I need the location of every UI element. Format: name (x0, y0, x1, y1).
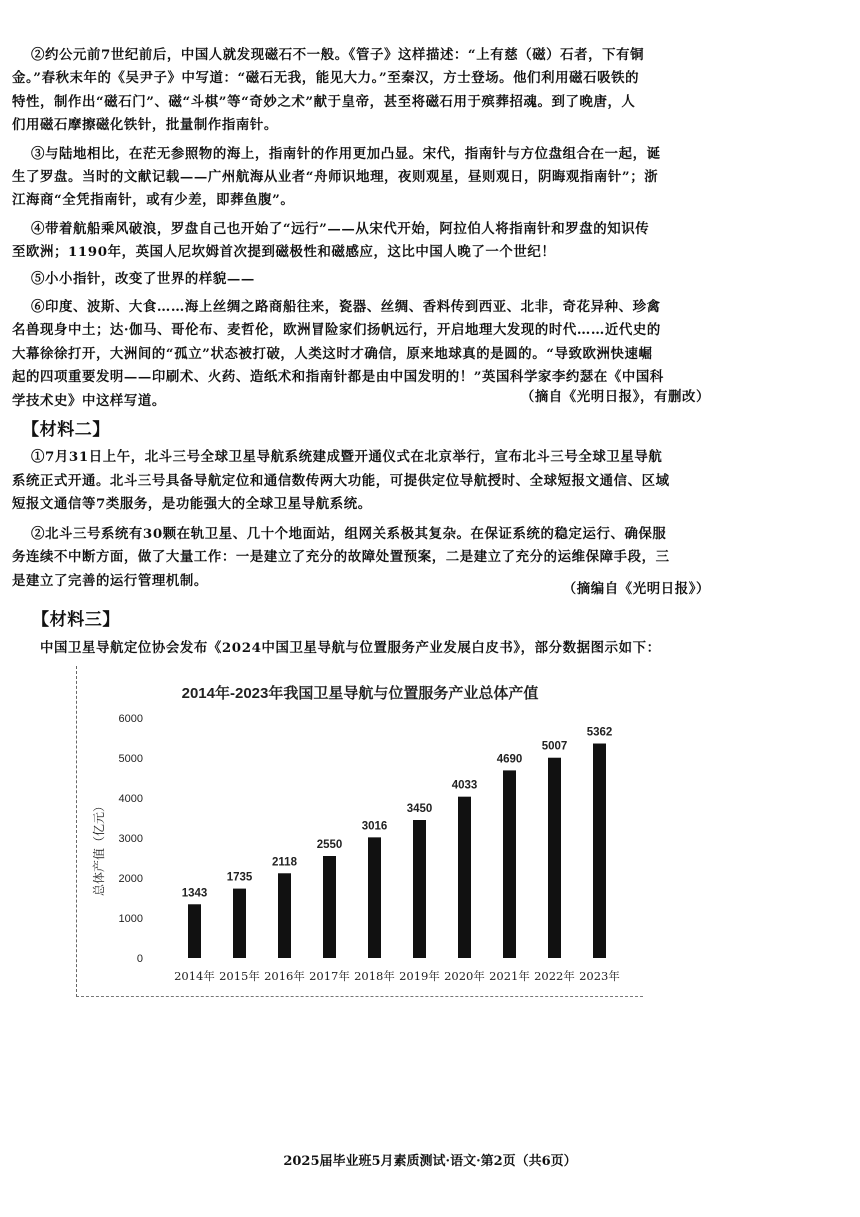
text-line: 是建立了完善的运行管理机制。 (12, 573, 208, 589)
x-axis-ticks (174, 969, 620, 983)
bar (548, 758, 561, 958)
text-line: ③与陆地相比，在茫无参照物的海上，指南针的作用更加凸显。宋代，指南针与方位盘组合在一起，诞 (31, 146, 661, 162)
y-axis-label (91, 800, 106, 896)
bar-chart (77, 666, 643, 996)
x-tick-label: 2018年 (354, 969, 395, 983)
bar (233, 889, 246, 958)
y-axis-ticks (119, 713, 143, 965)
y-tick-label: 5000 (118, 753, 143, 765)
x-tick-label: 2022年 (534, 969, 575, 983)
bar (593, 744, 606, 958)
text-line: 大幕徐徐打开，大洲间的“孤立”状态被打破，人类这时才确信，原来地球真的是圆的。“导致欧洲快速崛 (12, 346, 653, 362)
y-tick-label: 2000 (118, 873, 143, 885)
text-line: 务连续不中断方面，做了大量工作：一是建立了充分的故障处置预案，二是建立了充分的运维保障手段，三 (12, 549, 670, 565)
y-tick-label: 6000 (118, 713, 143, 725)
text-line: 特性，制作出“磁石门”、磁“斗棋”等“奇妙之术”献于皇帝，甚至将磁石用于殡葬招魂。到了晚唐，人 (12, 94, 636, 110)
text-line: 名兽现身中土；达·伽马、哥伦布、麦哲伦，欧洲冒险家们扬帆远行，开启地理大发现的时代……近代史的 (12, 322, 661, 338)
chart-frame (76, 666, 643, 997)
x-tick-label: 2016年 (264, 969, 305, 983)
bars (188, 744, 606, 958)
bar-value-label: 4690 (496, 753, 523, 766)
x-tick-label: 2020年 (444, 969, 485, 983)
bar (503, 770, 516, 958)
text-line: 至欧洲；1190年，英国人尼坎姆首次提到磁极性和磁感应，这比中国人晚了一个世纪！ (12, 244, 556, 260)
bar-value-label: 2118 (272, 856, 297, 869)
text-line: ②北斗三号系统有30颗在轨卫星、几十个地面站，组网关系极其复杂。在保证系统的稳定运行、确保服 (31, 526, 667, 542)
y-axis-title: 总体产值（亿元） (92, 799, 106, 897)
y-tick-label: 4000 (118, 793, 143, 805)
x-tick-label: 2021年 (489, 969, 530, 983)
text-line: ④带着航船乘风破浪，罗盘自己也开始了“远行”——从宋代开始，阿拉伯人将指南针和罗盘的知识传 (31, 221, 650, 237)
bar (323, 856, 336, 958)
text-line: 学技术史》中这样写道。 (12, 393, 166, 409)
bar-value-label: 5007 (541, 740, 568, 753)
text-line: ①7月31日上午，北斗三号全球卫星导航系统建成暨开通仪式在北京举行，宣布北斗三号全球卫星导航 (31, 449, 663, 465)
text-line: 们用磁石摩擦磁化铁针，批量制作指南针。 (12, 117, 278, 133)
intro-text: 中国卫星导航定位协会发布《2024中国卫星导航与位置服务产业发展白皮书》，部分数据图示如下： (40, 640, 661, 656)
bar-value-label: 1735 (226, 871, 253, 884)
x-tick-label: 2015年 (219, 969, 260, 983)
x-tick-label: 2014年 (174, 969, 215, 983)
x-tick-label: 2017年 (309, 969, 350, 983)
bar-value-labels (182, 727, 613, 900)
bar (458, 797, 471, 958)
source-citation: （摘自《光明日报》，有删改） (520, 389, 710, 405)
text-line: 起的四项重要发明——印刷术、火药、造纸术和指南针都是由中国发明的！”英国科学家李约瑟在《中国科 (12, 369, 664, 385)
bar (278, 873, 291, 958)
bar-value-label: 2550 (316, 839, 343, 851)
text-line: 江海商“全凭指南针，或有少差，即葬鱼腹”。 (12, 192, 295, 208)
bar-value-label: 3016 (361, 820, 388, 833)
page-footer: 2025届毕业班5月素质测试·语文·第2页（共6页） (283, 1154, 577, 1169)
text-line: ②约公元前7世纪前后，中国人就发现磁石不一般。《管子》这样描述：“上有慈（磁）石者，下有铜 (31, 47, 645, 63)
chart-title: 2014年-2023年我国卫星导航与位置服务产业总体产值 (181, 685, 539, 702)
text-line: 生了罗盘。当时的文献记载——广州航海从业者“舟师识地理，夜则观星，昼则观日，阴晦观指南针”；浙 (12, 169, 659, 185)
bar (188, 904, 201, 958)
y-tick-label: 3000 (118, 833, 143, 845)
text-line: 系统正式开通。北斗三号具备导航定位和通信数传两大功能，可提供定位导航授时、全球短报文通信、区域 (12, 473, 670, 489)
y-tick-label: 0 (136, 953, 143, 965)
bar (413, 820, 426, 958)
bar (368, 837, 381, 958)
source-citation: （摘编自《光明日报》） (562, 581, 710, 597)
y-tick-label: 1000 (118, 913, 143, 925)
section-heading: 【材料三】 (32, 610, 120, 630)
x-tick-label: 2019年 (399, 969, 440, 983)
bar-value-label: 5362 (586, 726, 613, 739)
text-line: 金。”春秋末年的《吴尹子》中写道：“磁石无我，能见大力。”至秦汉，方士登场。他们利用磁石吸铁的 (12, 70, 640, 86)
bar-value-label: 1343 (181, 887, 208, 900)
text-line: 短报文通信等7类服务，是功能强大的全球卫星导航系统。 (12, 496, 372, 512)
x-tick-label: 2023年 (579, 969, 620, 983)
text-line: ⑤小小指针，改变了世界的样貌—— (31, 271, 255, 287)
bar-value-label: 3450 (406, 803, 433, 815)
section-heading: 【材料二】 (22, 420, 110, 440)
text-line: ⑥印度、波斯、大食……海上丝绸之路商船往来，瓷器、丝绸、香料传到西亚、北非，奇花异种、珍禽 (31, 299, 661, 315)
bar-value-label: 4033 (451, 779, 478, 792)
